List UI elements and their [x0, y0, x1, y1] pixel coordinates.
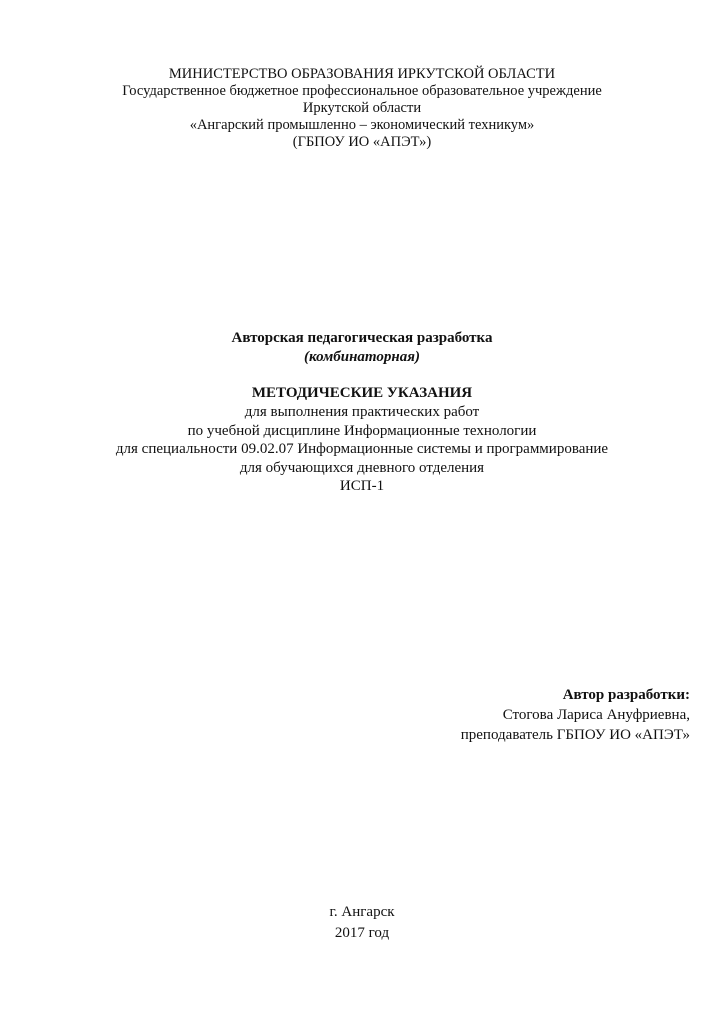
footer-year: 2017 год: [334, 925, 390, 941]
organization-header: [0, 66, 724, 151]
author-label: Автор разработки:: [562, 687, 690, 703]
author-position: преподаватель ГБПОУ ИО «АПЭТ»: [460, 727, 690, 743]
work-type-block: [0, 329, 724, 367]
institution-region: Иркутской области: [302, 100, 422, 116]
footer-block: [0, 902, 724, 944]
institution-name: «Ангарский промышленно – экономический техникум»: [189, 117, 535, 133]
institution-abbreviation: (ГБПОУ ИО «АПЭТ»): [292, 134, 432, 150]
document-specialty: для специальности 09.02.07 Информационные системы и программирование: [115, 441, 609, 457]
author-block: [461, 685, 690, 745]
institution-type: Государственное бюджетное профессиональное образовательное учреждение: [122, 83, 602, 99]
document-title-block: [0, 384, 724, 496]
document-audience: для обучающихся дневного отделения: [239, 459, 485, 476]
work-type: Авторская педагогическая разработка: [231, 330, 493, 346]
author-name: Стогова Лариса Ануфриевна,: [502, 707, 690, 723]
document-purpose: для выполнения практических работ: [244, 404, 480, 420]
footer-city: г. Ангарск: [329, 904, 395, 920]
work-subtype: (комбинаторная): [304, 349, 420, 365]
ministry-name: МИНИСТЕРСТВО ОБРАЗОВАНИЯ ИРКУТСКОЙ ОБЛАСТИ: [168, 66, 556, 82]
document-group: ИСП-1: [339, 478, 385, 494]
document-title: МЕТОДИЧЕСКИЕ УКАЗАНИЯ: [251, 385, 473, 401]
document-discipline: по учебной дисциплине Информационные технологии: [187, 422, 537, 439]
